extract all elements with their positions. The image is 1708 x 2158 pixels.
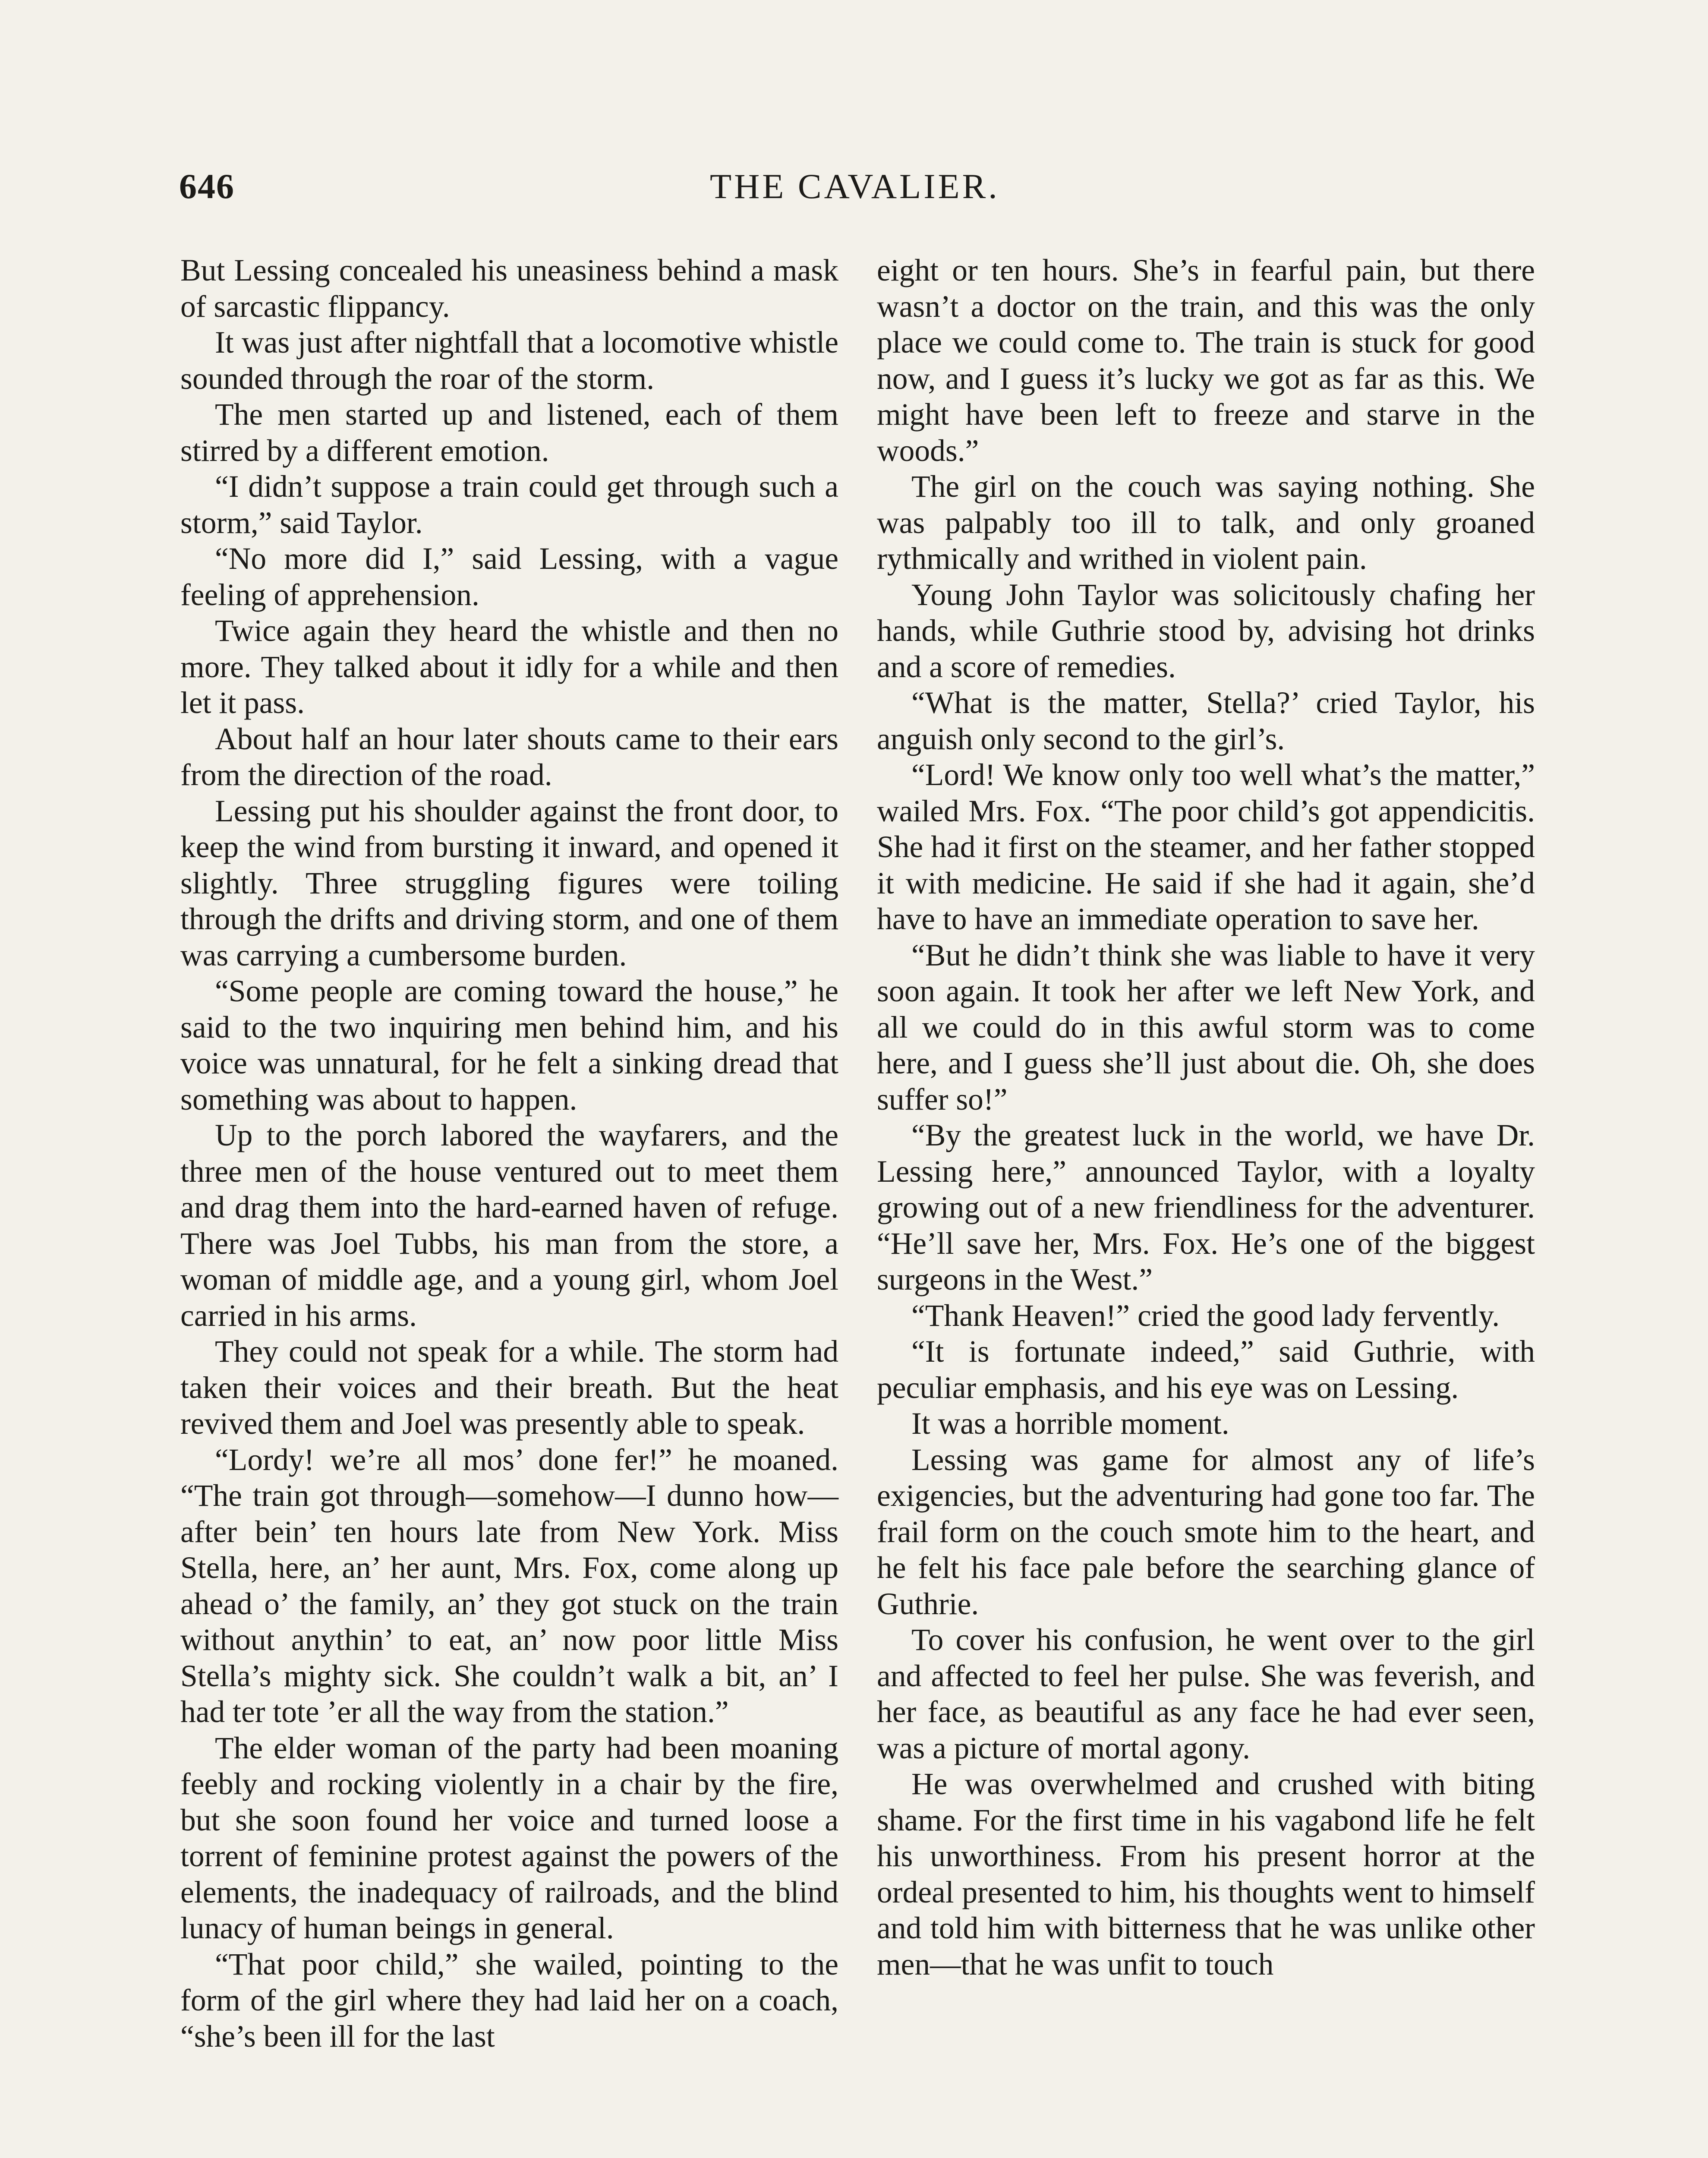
paragraph: They could not speak for a while. The storm had taken their voices and their breath. But the heat revived them and Joel was presently able to speak. — [180, 1335, 838, 1441]
paragraph: Young John Taylor was solicitously chafing her hands, while Guthrie stood by, advising hot drinks and a score of remedies. — [877, 577, 1535, 684]
paragraph: The men started up and listened, each of them stirred by a different emotion. — [180, 398, 838, 468]
paragraph: Twice again they heard the whistle and then no more. They talked about it idly for a while and then let it pass. — [180, 614, 838, 720]
paragraph: “No more did I,” said Lessing, with a vague feeling of apprehension. — [180, 542, 838, 612]
paragraph: The elder woman of the party had been moaning feebly and rocking violently in a chair by the fire, but she soon found her voice and turned loose a torrent of feminine protest against the powers of the elements, the inadequacy of railroads, and the blind lunacy of human beings in general. — [180, 1731, 838, 1945]
text-column-right — [877, 252, 1535, 1982]
paragraph: “Thank Heaven!” cried the good lady fervently. — [911, 1298, 1500, 1333]
paragraph: “That poor child,” she wailed, pointing to the form of the girl where they had laid her on a coach, “she’s been ill for the last — [180, 1947, 838, 2054]
paragraph: “By the greatest luck in the world, we have Dr. Lessing here,” announced Taylor, with a loyalty growing out of a new friendliness for the adventurer. “He’ll save her, Mrs. Fox. He’s one of the biggest surgeons in the West.” — [877, 1118, 1535, 1297]
paragraph: “It is fortunate indeed,” said Guthrie, with peculiar emphasis, and his eye was on Lessing. — [877, 1335, 1535, 1405]
paragraph: “But he didn’t think she was liable to have it very soon again. It took her after we left New York, and all we could do in this awful storm was to come here, and I guess she’ll just about die. Oh, she does suffer so!” — [877, 938, 1535, 1117]
paragraph: “I didn’t suppose a train could get through such a storm,” said Taylor. — [180, 470, 838, 540]
paragraph: Lessing put his shoulder against the front door, to keep the wind from bursting it inward, and opened it slightly. Three struggling figures were toiling through the drifts and driving storm, and one of them was carrying a cumbersome burden. — [180, 794, 838, 972]
page-number: 646 — [179, 167, 235, 206]
paragraph: The girl on the couch was saying nothing. She was palpably too ill to talk, and only groaned rythmically and writhed in violent pain. — [877, 470, 1535, 576]
paragraph: It was just after nightfall that a locomotive whistle sounded through the roar of the storm. — [180, 325, 838, 396]
text-column-left — [180, 252, 838, 2054]
paragraph: But Lessing concealed his uneasiness behind a mask of sarcastic flippancy. — [180, 253, 838, 324]
paragraph: It was a horrible moment. — [911, 1407, 1229, 1441]
paragraph: “What is the matter, Stella?’ cried Taylor, his anguish only second to the girl’s. — [877, 686, 1535, 756]
paragraph: To cover his confusion, he went over to the girl and affected to feel her pulse. She was feverish, and her face, as beautiful as any face he had ever seen, was a picture of mortal agony. — [877, 1623, 1535, 1765]
paragraph: He was overwhelmed and crushed with biting shame. For the first time in his vagabond life he felt his unworthiness. From his present horror at the ordeal presented to him, his thoughts went to himself and told him with bitterness that he was unlike other men—that he was unfit to touch — [877, 1767, 1535, 1981]
paragraph: “Lordy! we’re all mos’ done fer!” he moaned. “The train got through—somehow—I dunno how—after bein’ ten hours late from New York. Miss Stella, here, an’ her aunt, Mrs. Fox, come along up ahead o’ the family, an’ they got stuck on the train without anythin’ to eat, an’ now poor little Miss Stella’s mighty sick. She couldn’t walk a bit, an’ I had ter tote ’er all the way from the station.” — [180, 1442, 838, 1729]
paragraph: Lessing was game for almost any of life’s exigencies, but the adventuring had gone too far. The frail form on the couch smote him to the heart, and he felt his face pale before the searching glance of Guthrie. — [877, 1442, 1535, 1621]
paragraph: eight or ten hours. She’s in fearful pain, but there wasn’t a doctor on the train, and this was the only place we could come to. The train is stuck for good now, and I guess it’s lucky we got as far as this. We might have been left to freeze and starve in the woods.” — [877, 253, 1535, 468]
paragraph: “Lord! We know only too well what’s the matter,” wailed Mrs. Fox. “The poor child’s got appendicitis. She had it first on the steamer, and her father stopped it with medicine. He said if she had it again, she’d have to have an immediate operation to save her. — [877, 758, 1535, 936]
paragraph: “Some people are coming toward the house,” he said to the two inquiring men behind him, and his voice was unnatural, for he felt a sinking dread that something was about to happen. — [180, 974, 838, 1117]
page-header — [179, 166, 1528, 214]
paragraph: Up to the porch labored the wayfarers, and the three men of the house ventured out to meet them and drag them into the hard-earned haven of refuge. There was Joel Tubbs, his man from the store, a woman of middle age, and a young girl, whom Joel carried in his arms. — [180, 1118, 838, 1333]
paragraph: About half an hour later shouts came to their ears from the direction of the road. — [180, 722, 838, 792]
running-title: THE CAVALIER. — [710, 167, 1000, 206]
